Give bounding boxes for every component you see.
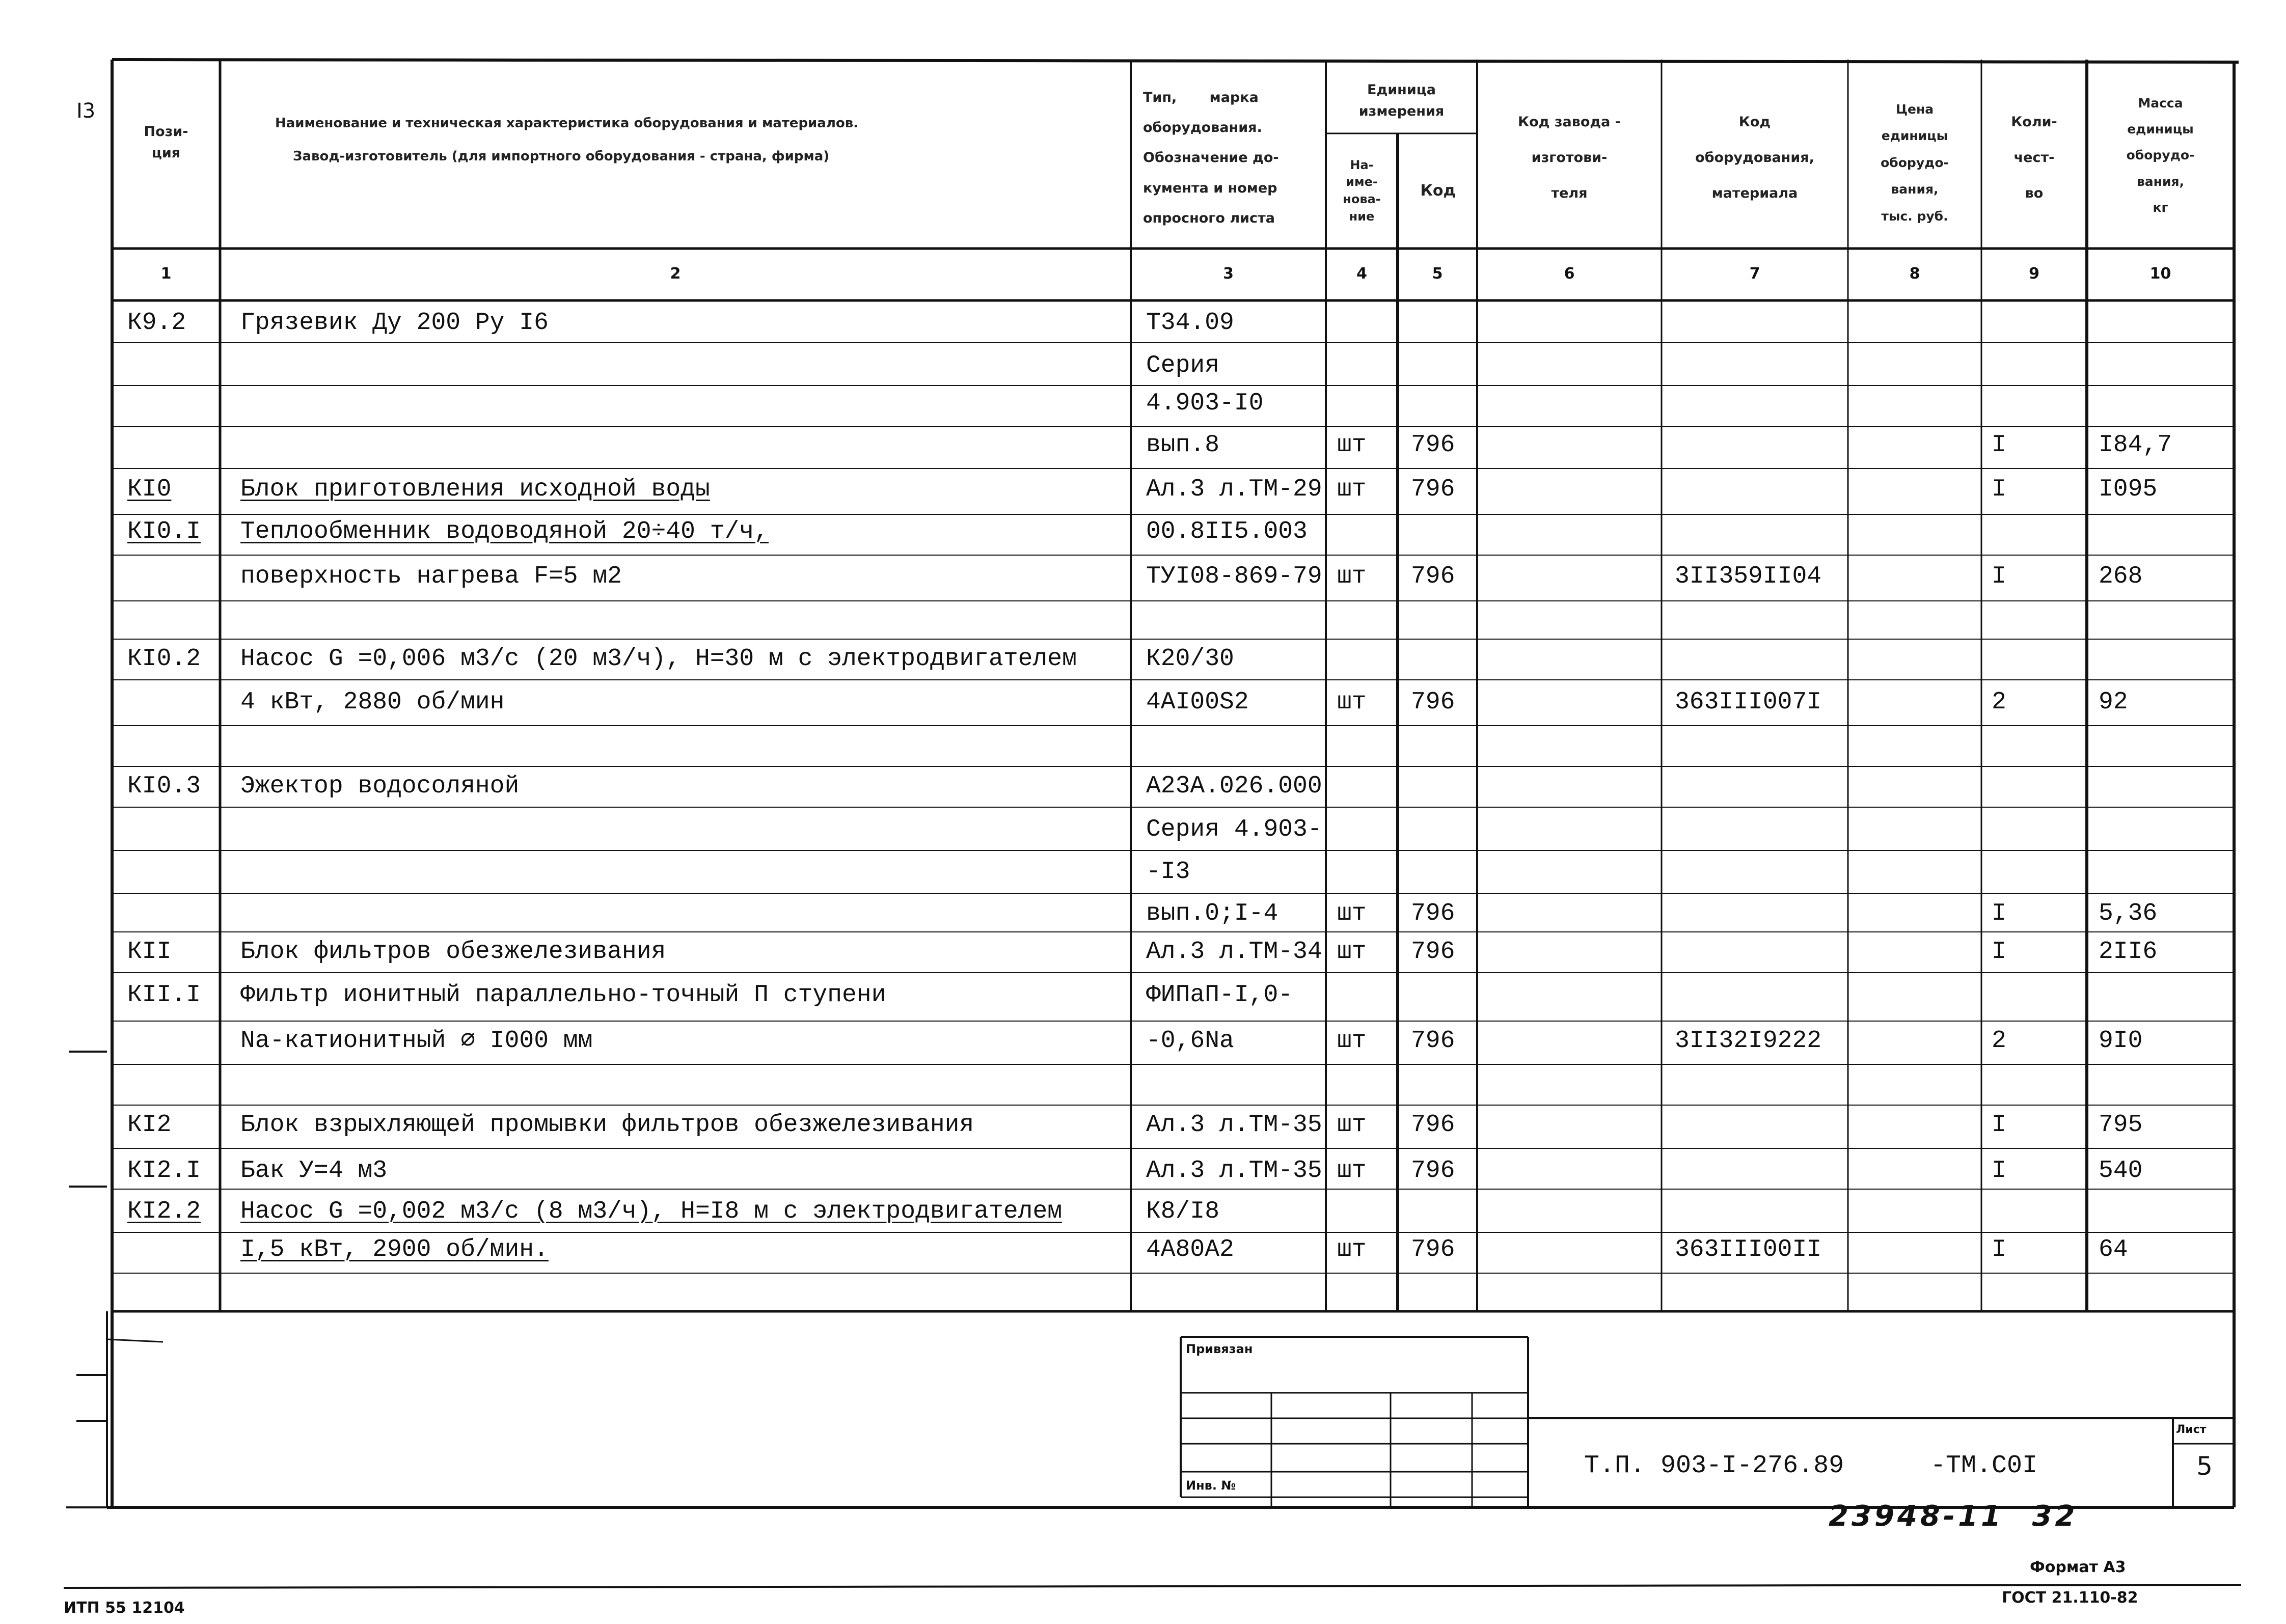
cell-code: 796 — [1411, 689, 1455, 716]
cell-equip-code: 363III00II — [1675, 1236, 1822, 1263]
cell-qty: I — [1992, 900, 2006, 927]
cell-type: Ал.3 л.ТМ-35 — [1146, 1157, 1322, 1185]
privyazan-label: Привязан — [1186, 1342, 1253, 1356]
header-quantity: Коли- чест- во — [2011, 114, 2057, 202]
cell-code: 796 — [1411, 1111, 1455, 1139]
cell-code: 796 — [1411, 563, 1455, 590]
cell-equip-code: 3II359II04 — [1675, 563, 1822, 590]
cell-unit: шт — [1337, 938, 1367, 966]
cell-code: 796 — [1411, 900, 1455, 927]
cell-name: Блок фильтров обезжелезивания — [240, 938, 666, 966]
cell-type: вып.0;I-4 — [1146, 900, 1278, 927]
cell-qty: 2 — [1992, 689, 2006, 716]
cell-mass: I84,7 — [2099, 431, 2172, 459]
cell-code: 796 — [1411, 938, 1455, 966]
cell-name: Насос G =0,002 м3/с (8 м3/ч), Н=I8 м с электродвигателем — [240, 1198, 1063, 1225]
column-number: 4 — [1356, 265, 1367, 283]
cell-type: К8/I8 — [1146, 1198, 1220, 1225]
cell-name: Бак У=4 м3 — [240, 1157, 388, 1185]
header-unit-name: На- име- нова- ние — [1343, 157, 1381, 224]
cell-qty: I — [1992, 431, 2006, 459]
cell-unit: шт — [1337, 476, 1367, 503]
column-number: 1 — [160, 265, 172, 283]
cell-name: Nа-катионитный ∅ I000 мм — [240, 1027, 593, 1055]
cell-pos: КII — [127, 938, 172, 966]
header-type: Тип, марка оборудования. Обозначение до- кумента и номер опросного листа — [1143, 89, 1279, 227]
cell-pos: КI0 — [127, 476, 172, 503]
cell-type: 4АI00S2 — [1146, 689, 1249, 716]
column-number: 3 — [1223, 265, 1234, 283]
cell-code: 796 — [1411, 1027, 1455, 1055]
column-number: 7 — [1749, 265, 1760, 283]
cell-unit: шт — [1337, 431, 1367, 459]
cell-mass: 92 — [2099, 689, 2128, 716]
cell-qty: 2 — [1992, 1027, 2006, 1055]
cell-code: 796 — [1411, 476, 1455, 503]
header-unit-code: Код — [1420, 181, 1456, 200]
header-equipment-code: Код оборудования, материала — [1695, 114, 1814, 202]
cell-pos: КII.I — [127, 981, 201, 1009]
cell-pos: КI2 — [127, 1111, 172, 1139]
corner-page-number: I3 — [76, 99, 96, 123]
cell-unit: шт — [1337, 900, 1367, 927]
cell-name: Фильтр ионитный параллельно-точный П ступени — [240, 981, 886, 1009]
cell-type: ТУI08-869-79 — [1146, 563, 1322, 590]
cell-qty: I — [1992, 938, 2006, 966]
cell-name: поверхность нагрева F=5 м2 — [240, 563, 622, 590]
cell-type: К20/30 — [1146, 645, 1234, 673]
header-mass: Масса единицы оборудо- вания, кг — [2126, 95, 2195, 215]
cell-mass: I095 — [2099, 476, 2158, 503]
sheet-label: Лист — [2176, 1423, 2207, 1436]
cell-type: вып.8 — [1146, 431, 1220, 459]
cell-type: Ал.3 л.ТМ-35 — [1146, 1111, 1322, 1139]
cell-type: Серия 4.903- — [1146, 816, 1322, 843]
handwritten-archive-number: 23948-11 32 — [1829, 1500, 2078, 1533]
cell-name: Грязевик Ду 200 Ру I6 — [240, 309, 549, 337]
sheet-number: 5 — [2196, 1451, 2213, 1481]
cell-mass: 268 — [2099, 563, 2143, 590]
cell-qty: I — [1992, 1236, 2006, 1263]
cell-name: Теплообменник водоводяной 20÷40 т/ч, — [240, 518, 769, 545]
stamp-label: ИТП 55 12104 — [64, 1599, 185, 1617]
inventory-number-label: Инв. № — [1186, 1478, 1236, 1493]
cell-code: 796 — [1411, 431, 1455, 459]
cell-qty: I — [1992, 1111, 2006, 1139]
cell-pos: К9.2 — [127, 309, 186, 337]
column-number: 10 — [2149, 265, 2171, 283]
header-maker-code: Код завода - изготови- теля — [1518, 114, 1621, 202]
cell-unit: шт — [1337, 1157, 1367, 1185]
cell-name: Блок взрыхляющей промывки фильтров обезжелезивания — [240, 1111, 974, 1139]
column-number: 5 — [1432, 265, 1443, 283]
cell-mass: 795 — [2099, 1111, 2143, 1139]
column-number: 9 — [2029, 265, 2039, 283]
cell-qty: I — [1992, 563, 2006, 590]
cell-type: Ал.3 л.ТМ-29 — [1146, 476, 1322, 503]
cell-equip-code: 3II32I9222 — [1675, 1027, 1822, 1055]
cell-unit: шт — [1337, 689, 1367, 716]
column-number: 8 — [1909, 265, 1920, 283]
cell-name: Блок приготовления исходной воды — [240, 476, 710, 503]
cell-type: ФИПаП-I,0- — [1146, 981, 1293, 1009]
header-unit-group: Единица измерения — [1358, 81, 1445, 119]
cell-equip-code: 363III007I — [1675, 689, 1822, 716]
cell-type: -I3 — [1146, 858, 1190, 886]
header-name: Наименование и техническая характеристика оборудования и материалов. Завод-изготовитель (для импортного оборудования - страна, фирма) — [275, 116, 859, 164]
cell-unit: шт — [1337, 1236, 1367, 1263]
column-number: 6 — [1564, 265, 1575, 283]
cell-mass: 64 — [2099, 1236, 2128, 1263]
cell-type: 4.903-I0 — [1146, 390, 1264, 417]
column-number: 2 — [670, 265, 681, 283]
cell-unit: шт — [1337, 1111, 1367, 1139]
cell-type: А23А.026.000 — [1146, 773, 1322, 800]
gost-label: ГОСТ 21.110-82 — [2002, 1589, 2138, 1607]
cell-type: Т34.09 — [1146, 309, 1234, 337]
header-unit-price: Цена единицы оборудо- вания, тыс. руб. — [1881, 101, 1949, 224]
cell-unit: шт — [1337, 1027, 1367, 1055]
cell-qty: I — [1992, 1157, 2006, 1185]
header-position: Пози- ция — [144, 124, 188, 161]
cell-pos: КI2.I — [127, 1157, 201, 1185]
cell-code: 796 — [1411, 1157, 1455, 1185]
cell-pos: КI0.I — [127, 518, 201, 545]
cell-mass: 540 — [2099, 1157, 2143, 1185]
cell-mass: 5,36 — [2099, 900, 2158, 927]
cell-qty: I — [1992, 476, 2006, 503]
cell-pos: КI0.2 — [127, 645, 201, 673]
cell-mass: 2II6 — [2099, 938, 2158, 966]
document-code: Т.П. 903-I-276.89 — [1584, 1451, 1844, 1480]
cell-code: 796 — [1411, 1236, 1455, 1263]
cell-type: 4А80А2 — [1146, 1236, 1234, 1263]
cell-type: Ал.3 л.ТМ-34 — [1146, 938, 1322, 966]
cell-pos: КI2.2 — [127, 1198, 201, 1225]
cell-name: Насос G =0,006 м3/с (20 м3/ч), Н=30 м с электродвигателем — [240, 645, 1077, 673]
cell-type: 00.8II5.003 — [1146, 518, 1308, 545]
cell-name: 4 кВт, 2880 об/мин — [240, 689, 505, 716]
cell-unit: шт — [1337, 563, 1367, 590]
cell-name: I,5 кВт, 2900 об/мин. — [240, 1236, 549, 1263]
cell-pos: КI0.3 — [127, 773, 201, 800]
cell-name: Эжектор водосоляной — [240, 773, 520, 800]
cell-mass: 9I0 — [2099, 1027, 2143, 1055]
format-label: Формат А3 — [2030, 1558, 2126, 1576]
cell-type: -0,6Nа — [1146, 1027, 1234, 1055]
cell-type: Серия — [1146, 352, 1220, 379]
document-code-suffix: -ТМ.С0I — [1930, 1451, 2038, 1480]
